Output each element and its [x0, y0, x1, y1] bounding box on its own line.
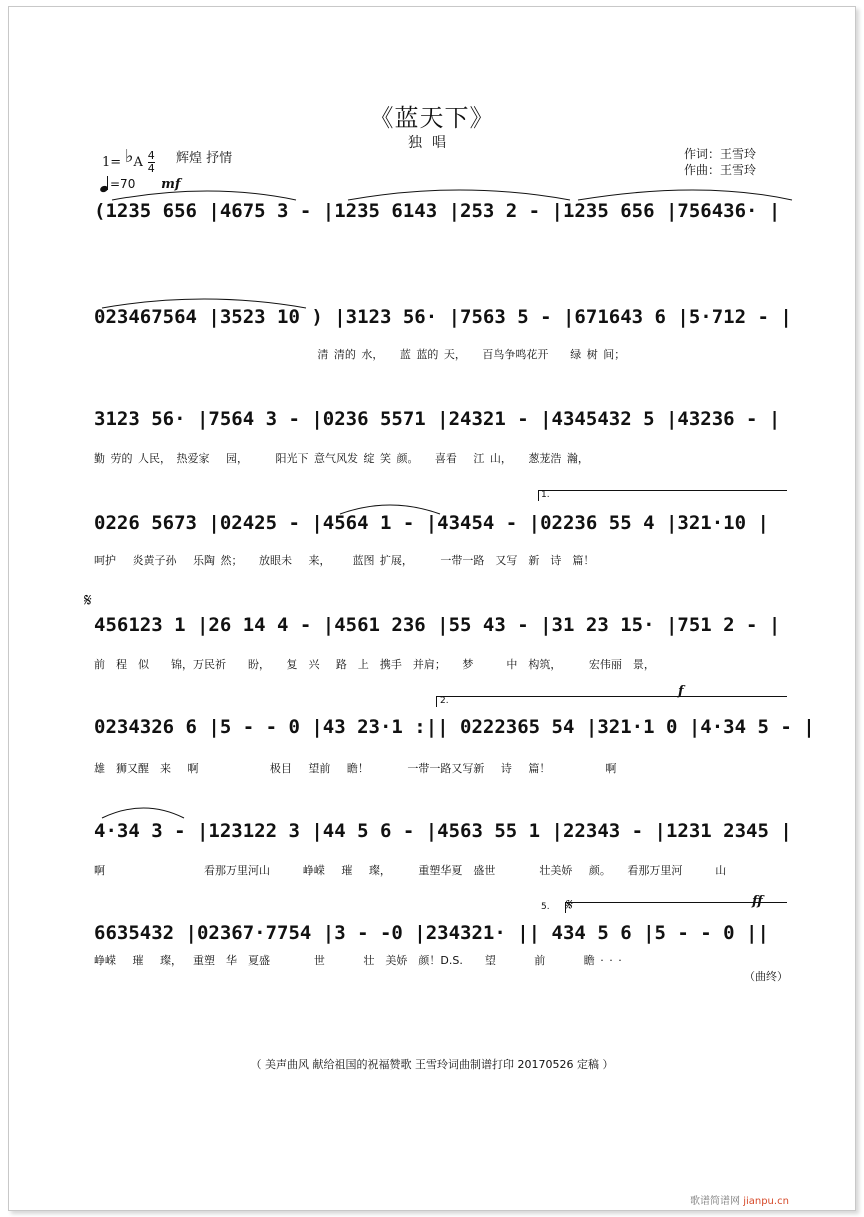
key-signature — [102, 146, 155, 175]
lyric-text-2: 清 清的 水， 蓝 蓝的 天， 百鸟争鸣花开 绿 树 间； — [94, 348, 626, 361]
lyric-row-8 — [94, 952, 794, 968]
score-row-3: 3123 56· |7564 3 - |0236 5571 |24321 - |4345432 5 |43236 - | — [94, 408, 781, 430]
style-marking: 辉煌 抒情 — [176, 151, 233, 166]
volta-bracket-1 — [538, 490, 787, 501]
lyric-text-5: 前 程 似 锦，万民祈 盼， 复 兴 路 上 携手 并肩； 梦 中 构筑， 宏伟丽 景， — [94, 658, 655, 671]
score-row-4: 0226 5673 |02425 - |4564 1 - |43454 - |02236 55 4 |321·10 | — [94, 512, 769, 534]
lyric-text-7: 啊 看那万里河山 峥嵘 璀 璨， 重塑华夏 盛世 壮美娇 颜。 看那万里河 山 — [94, 864, 727, 877]
score-row-2: 023467564 |3523 10 ) |3123 56· |7563 5 - |671643 6 |5·712 - | — [94, 306, 792, 328]
song-subtitle: 独唱 — [408, 135, 456, 151]
watermark-site: 歌谱简谱网 — [690, 1196, 740, 1207]
time-signature-top: 4 — [147, 149, 155, 162]
score-row-5: 456123 1 |26 14 4 - |4561 236 |55 43 - |31 23 15· |751 2 - | — [94, 614, 781, 636]
slur-marks-row-1 — [100, 182, 800, 202]
score-row-8: 6635432 |02367·7754 |3 - -0 |234321· || 434 5 6 |5 - - 0 || — [94, 922, 769, 944]
flat-symbol-icon: ♭ — [125, 146, 134, 167]
lyric-text-3: 勤 劳的 人民， 热爱家 园， 阳光下 意气风发 绽 笑 颜。 喜看 江 山， 葱茏浩 瀚， — [94, 452, 589, 465]
score-row-1: (1235 656 |4675 3 - |1235 6143 |253 2 - |1235 656 |756436· | — [94, 200, 781, 222]
lyric-row-4 — [94, 552, 794, 568]
segno-icon: 𝄋 — [84, 590, 92, 611]
dynamic-ff-marking: ff — [752, 894, 763, 909]
volta-number-5: 5. — [541, 902, 550, 912]
lyric-text-6: 雄 狮又醒 来 啊 极目 望前 瞻！ 一带一路又写新 诗 篇！ 啊 — [94, 762, 617, 775]
lyric-row-6 — [94, 760, 794, 776]
score-row-6: 0234326 6 |5 - - 0 |43 23·1 :|| 0222365 54 |321·1 0 |4·34 5 - | — [94, 716, 815, 738]
slur-marks-row-7 — [94, 800, 794, 820]
volta-number-1: 1. — [541, 490, 550, 500]
lyric-row-2 — [94, 346, 794, 362]
dynamic-f-marking: f — [678, 684, 684, 699]
tempo-value: =70 — [110, 177, 136, 191]
key-letter: A — [133, 155, 143, 170]
lyric-row-5 — [94, 656, 794, 672]
key-prefix: 1= — [102, 155, 122, 170]
song-title: 《蓝天下》 — [369, 104, 495, 132]
site-watermark — [690, 1192, 789, 1207]
lyricist: 作词：王雪玲 — [684, 147, 757, 161]
lyric-row-3 — [94, 450, 794, 466]
volta-number-2: 2. — [440, 696, 449, 706]
lyric-text-4: 呵护 炎黄子孙 乐陶 然； 放眼未 来， 蓝图 扩展， 一带一路 又写 新 诗 篇！ — [94, 554, 595, 567]
lyric-row-7 — [94, 862, 794, 878]
watermark-url: jianpu.cn — [743, 1196, 789, 1207]
time-signature — [148, 150, 155, 175]
score-row-7: 4·34 3 - |123122 3 |44 5 6 - |4563 55 1 |22343 - |1231 2345 | — [94, 820, 792, 842]
volta-bracket-2 — [436, 696, 787, 707]
footer-note: （ 美声曲风 献给祖国的祝福赞歌 王雪玲词曲制谱打印 20170526 定稿 ） — [250, 1058, 614, 1071]
time-signature-bottom: 4 — [147, 162, 155, 175]
ending-label: （曲终） — [744, 970, 788, 983]
composer: 作曲：王雪玲 — [684, 163, 757, 177]
credits — [684, 146, 756, 178]
segno-icon-2: 𝄋 — [566, 895, 573, 914]
lyric-text-8: 峥嵘 璀 璨， 重塑 华 夏盛 世 壮 美娇 颜！D.S. 望 前 瞻 · · · — [94, 954, 622, 967]
dynamic-marking: mf — [161, 177, 181, 192]
